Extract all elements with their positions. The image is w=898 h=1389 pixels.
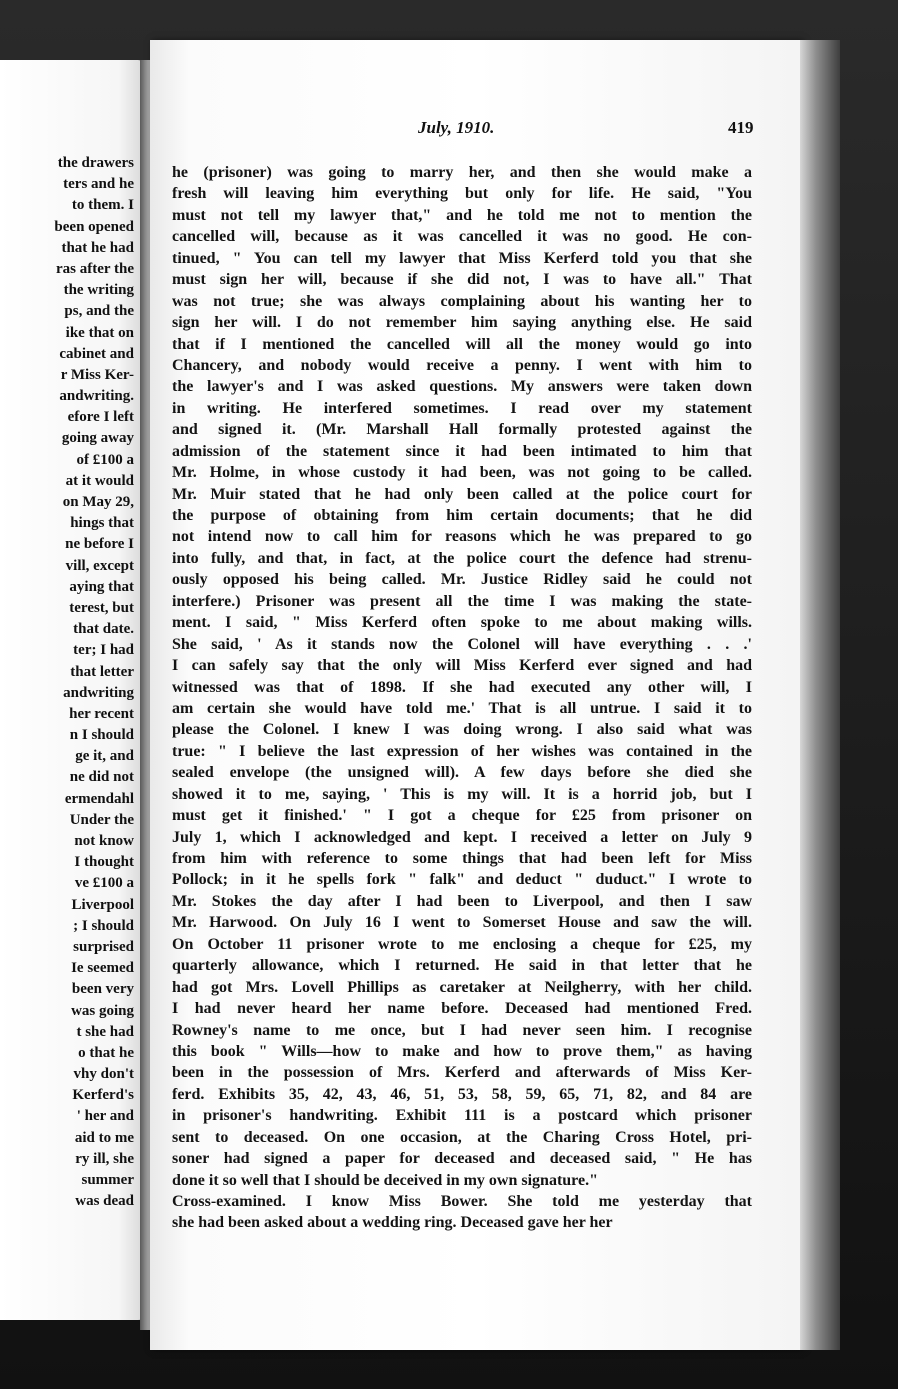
text-line: aid to me bbox=[74, 1129, 134, 1146]
text-line: the writing bbox=[63, 282, 134, 299]
text-line: at it would bbox=[65, 472, 134, 489]
text-line: into fully, and that, in fact, at the police court the defence had strenu- bbox=[172, 549, 752, 567]
text-line: Mr. Muir stated that he had only been called at the police court for bbox=[172, 485, 752, 503]
text-line: not know bbox=[74, 833, 134, 849]
text-line: ferd. Exhibits 35, 42, 43, 46, 51, 53, 58, 59, 65, 71, 82, and 84 are bbox=[172, 1085, 752, 1103]
text-line: Rowney's name to me once, but I had never seen him. I recognise bbox=[172, 1021, 752, 1039]
text-line: andwriting. bbox=[59, 388, 134, 405]
text-line: aying that bbox=[69, 578, 134, 595]
text-line: interfere.) Prisoner was present all the time I was making the state- bbox=[172, 592, 752, 610]
text-line: fresh will leaving him everything but only for life. He said, "You bbox=[172, 185, 752, 203]
text-line: true: " I believe the last expression of her wishes was contained in the bbox=[172, 742, 752, 760]
text-line: hings that bbox=[70, 515, 134, 532]
text-line: ter; I had bbox=[73, 642, 134, 659]
text-line: he (prisoner) was going to marry her, and then she would make a bbox=[172, 164, 752, 181]
text-line: t she had bbox=[76, 1023, 134, 1040]
text-line: ously opposed his being called. Mr. Justice Ridley said he could not bbox=[172, 571, 752, 589]
text-line: the lawyer's and I was asked questions. My answers were taken down bbox=[172, 378, 752, 396]
text-line: cabinet and bbox=[59, 345, 134, 362]
text-line: the drawers bbox=[57, 155, 134, 171]
text-line: I can safely say that the only will Miss Kerferd ever signed and had bbox=[172, 657, 752, 675]
text-line: On October 11 prisoner wrote to me enclosing a cheque for £25, my bbox=[172, 935, 752, 953]
text-line: efore I left bbox=[67, 409, 134, 426]
text-line: She said, ' As it stands now the Colonel will have everything . . .' bbox=[172, 635, 752, 653]
text-line: ve £100 a bbox=[74, 875, 134, 892]
text-line: vill, except bbox=[65, 557, 134, 574]
text-line: ras after the bbox=[55, 260, 134, 277]
text-line: was not true; she was always complaining about his wanting her to bbox=[172, 292, 752, 310]
text-line: ike that on bbox=[65, 324, 134, 341]
text-line: Ie seemed bbox=[71, 960, 134, 977]
text-line: andwriting bbox=[63, 684, 134, 701]
text-line: that he had bbox=[61, 239, 134, 256]
text-line: of £100 a bbox=[76, 451, 134, 468]
left-page bbox=[0, 60, 148, 1320]
page-edge bbox=[800, 40, 840, 1350]
text-line: cancelled will, because as it was cancelled it was no good. He con- bbox=[172, 228, 752, 246]
text-line: ters and he bbox=[63, 176, 134, 193]
text-line: ment. I said, " Miss Kerferd often spoke to me about making wills. bbox=[172, 614, 752, 632]
running-head bbox=[150, 118, 802, 142]
text-line: ge it, and bbox=[75, 748, 134, 765]
text-line: I had never heard her name before. Deceased had mentioned Fred. bbox=[172, 1000, 752, 1018]
text-line: ; I should bbox=[73, 917, 134, 934]
text-line: from him with reference to some things that had been left for Miss bbox=[172, 850, 752, 867]
text-line: must not tell my lawyer that," and he told me not to mention the bbox=[172, 206, 752, 224]
text-line: Pollock; in it he spells fork " falk" and deduct " duduct." I wrote to bbox=[172, 871, 752, 889]
body-text bbox=[172, 162, 752, 1234]
text-line: that date. bbox=[73, 621, 134, 638]
text-line: Under the bbox=[69, 811, 134, 828]
text-line: Liverpool bbox=[71, 896, 134, 913]
text-line: Mr. Harwood. On July 16 I went to Somerset House and saw the will. bbox=[172, 914, 752, 932]
text-line: surprised bbox=[73, 938, 134, 955]
text-line: been in the possession of Mrs. Kerferd and afterwards of Miss Ker- bbox=[172, 1064, 752, 1082]
text-line: and signed it. (Mr. Marshall Hall formally protested against the bbox=[172, 421, 752, 439]
text-line: sent to deceased. On one occasion, at the Charing Cross Hotel, pri- bbox=[172, 1128, 752, 1146]
text-line: in prisoner's handwriting. Exhibit 111 is a postcard which prisoner bbox=[172, 1107, 752, 1125]
text-line: Kerferd's bbox=[72, 1087, 134, 1104]
text-line: showed it to me, saying, ' This is my will. It is a horrid job, but I bbox=[172, 785, 752, 803]
text-line: that letter bbox=[70, 663, 134, 680]
text-line: n I should bbox=[69, 727, 134, 744]
text-line: on May 29, bbox=[62, 494, 134, 510]
text-line: I thought bbox=[74, 854, 134, 871]
text-line: sealed envelope (the unsigned will). A few days before she died she bbox=[172, 764, 752, 782]
text-line: am certain she would have told me.' That is all untrue. I said it to bbox=[172, 699, 752, 717]
text-line: her recent bbox=[69, 705, 134, 722]
text-line: was going bbox=[71, 1002, 134, 1019]
text-line: not intend now to call him for reasons which he was prepared to go bbox=[172, 528, 752, 546]
text-line: quarterly allowance, which I returned. He said in that letter that he bbox=[172, 957, 752, 975]
text-line: must sign her will, because if she did not, I was to have all." That bbox=[172, 271, 752, 289]
text-line: soner had signed a paper for deceased and deceased said, " He has bbox=[172, 1150, 752, 1168]
text-line: been opened bbox=[54, 218, 134, 235]
page-number: 419 bbox=[728, 118, 754, 137]
text-line: this book " Wills—how to make and how to prove them," as having bbox=[172, 1042, 752, 1060]
text-line: tinued, " You can tell my lawyer that Miss Kerferd told you that she bbox=[172, 249, 752, 267]
text-line: r Miss Ker- bbox=[60, 366, 134, 383]
text-line: must get it finished.' " I got a cheque for £25 from prisoner on bbox=[172, 807, 752, 825]
text-line: ry ill, she bbox=[75, 1150, 134, 1167]
text-line: that if I mentioned the cancelled will all the money would go into bbox=[172, 335, 752, 353]
text-line: Mr. Holme, in whose custody it had been, was not going to be called. bbox=[172, 464, 752, 482]
text-line: ne before I bbox=[65, 536, 134, 553]
text-line: sign her will. I do not remember him saying anything else. He said bbox=[172, 314, 752, 332]
text-line: Cross-examined. I know Miss Bower. She told me yesterday that bbox=[172, 1193, 752, 1210]
text-line: o that he bbox=[78, 1044, 134, 1061]
text-line: had got Mrs. Lovell Phillips as caretaker at Neilgherry, with her child. bbox=[172, 978, 752, 996]
text-line: ne did not bbox=[69, 769, 134, 786]
text-line: to them. I bbox=[71, 197, 134, 214]
text-line: going away bbox=[61, 430, 134, 447]
text-line: the purpose of obtaining from him certain documents; that he did bbox=[172, 507, 752, 524]
text-line: admission of the statement since it had been intimated to him that bbox=[172, 442, 752, 460]
text-line: Mr. Stokes the day after I had been to Liverpool, and then I saw bbox=[172, 892, 752, 910]
text-line: ' her and bbox=[76, 1108, 134, 1125]
left-page-text bbox=[0, 153, 134, 1212]
text-line: July 1, which I acknowledged and kept. I received a letter on July 9 bbox=[172, 828, 752, 846]
text-line: ermendahl bbox=[64, 790, 134, 807]
text-line: been very bbox=[71, 981, 134, 998]
text-line: summer bbox=[81, 1172, 134, 1188]
text-line: she had been asked about a wedding ring. Deceased gave her her bbox=[172, 1214, 613, 1232]
text-line: vhy don't bbox=[73, 1066, 134, 1083]
text-line: in writing. He interfered sometimes. I read over my statement bbox=[172, 399, 752, 417]
text-line: please the Colonel. I knew I was doing wrong. I also said what was bbox=[172, 721, 752, 739]
text-line: Chancery, and nobody would receive a penny. I went with him to bbox=[172, 356, 752, 374]
running-head-title: July, 1910. bbox=[418, 118, 495, 137]
text-line: witnessed was that of 1898. If she had executed any other will, I bbox=[172, 678, 752, 696]
text-line: ps, and the bbox=[64, 303, 134, 320]
text-line: done it so well that I should be deceived in my own signature." bbox=[172, 1171, 598, 1189]
text-line: was dead bbox=[75, 1193, 134, 1210]
text-line: terest, but bbox=[69, 599, 134, 616]
